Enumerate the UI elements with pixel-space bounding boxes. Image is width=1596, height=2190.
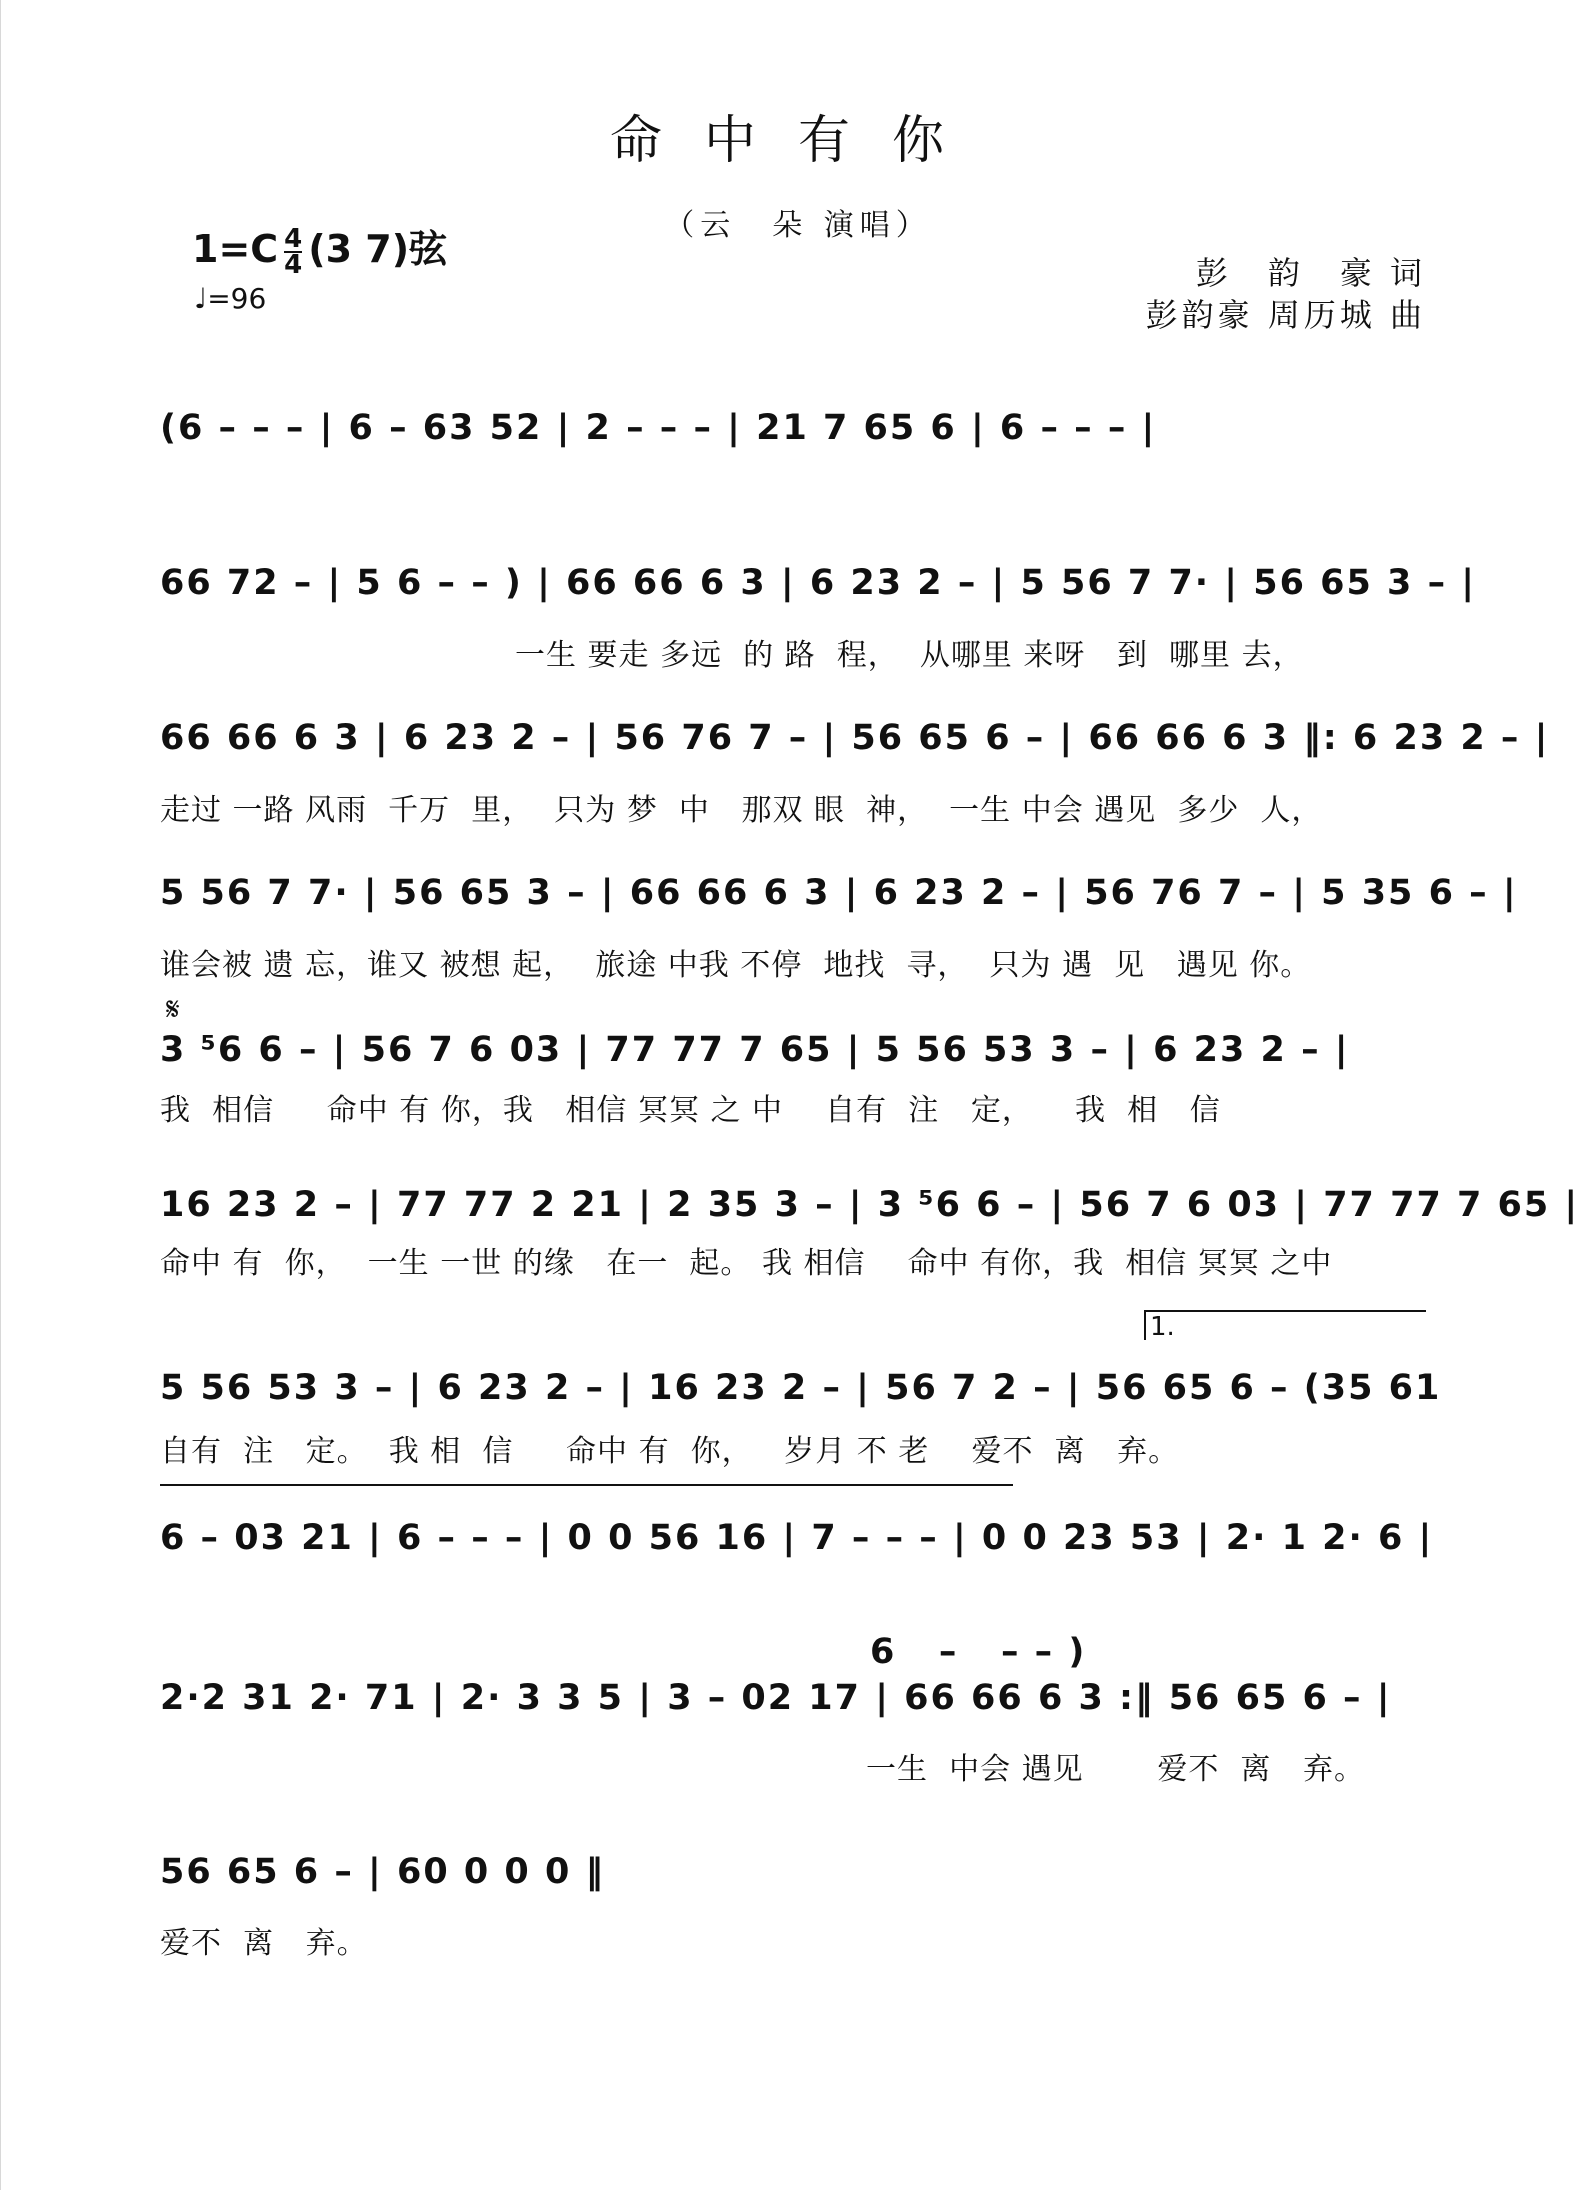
lyricist-credit: 彭 韵 豪 词 — [1195, 254, 1426, 292]
performer-credit: （云 朵 演唱） — [664, 208, 932, 243]
notation-line-8: 6 – 03 21 | 6 – – – | 0 0 56 16 | 7 – – – | 0 0 23 53 | 2· 1 2· 6 | — [160, 1518, 1434, 1558]
volta-bracket-top — [1144, 1310, 1426, 1312]
lyric-line-7: 自有 注 定。 我 相 信 命中 有 你， 岁月 不 老 爱不 离 弃。 — [160, 1434, 1180, 1469]
notation-line-1: (6 – – – | 6 – 63 52 | 2 – – – | 21 7 65 6 | 6 – – – | — [160, 408, 1157, 448]
notation-line-6: 16 23 2 – | 77 77 2 21 | 2 35 3 – | 3 ⁵6 6 – | 56 7 6 03 | 77 77 7 65 | — [160, 1185, 1580, 1225]
lyric-line-4: 谁会被 遗 忘，谁又 被想 起， 旅途 中我 不停 地找 寻， 只为 遇 见 遇见 你。 — [160, 948, 1312, 983]
volta-number: 1. — [1150, 1312, 1175, 1342]
time-top: 4 — [284, 223, 303, 254]
tempo-marking: ♩=96 — [194, 282, 267, 315]
ossia-line: 6 – – – ) — [870, 1632, 1087, 1672]
page-edge — [0, 0, 1, 2190]
notation-line-5: 3 ⁵6 6 – | 56 7 6 03 | 77 77 7 65 | 5 56 53 3 – | 6 23 2 – | — [160, 1030, 1350, 1070]
composer-credit: 彭韵豪 周历城 曲 — [1145, 296, 1426, 334]
key-suffix: (3 7)弦 — [308, 227, 448, 271]
volta-bracket-left — [1144, 1310, 1146, 1340]
time-bottom: 4 — [284, 249, 303, 280]
key-signature — [192, 218, 448, 280]
time-signature — [284, 223, 303, 280]
section-rule — [160, 1484, 1013, 1486]
notation-line-3: 66 66 6 3 | 6 23 2 – | 56 76 7 – | 56 65 6 – | 66 66 6 3 ‖: 6 23 2 – | — [160, 718, 1550, 758]
key-prefix: 1=C — [192, 227, 279, 271]
notation-line-2: 66 72 – | 5 6 – – ) | 66 66 6 3 | 6 23 2 – | 5 56 7 7· | 56 65 3 – | — [160, 563, 1477, 603]
lyric-line-2: 一生 要走 多远 的 路 程， 从哪里 来呀 到 哪里 去， — [515, 638, 1304, 673]
lyric-line-6: 命中 有 你， 一生 一世 的缘 在一 起。 我 相信 命中 有你，我 相信 冥冥 之中 — [160, 1246, 1333, 1281]
lyric-line-9: 一生 中会 遇见 爱不 离 弃。 — [866, 1752, 1366, 1787]
lyric-line-5: 我 相信 命中 有 你，我 相信 冥冥 之 中 自有 注 定， 我 相 信 — [160, 1093, 1221, 1128]
segno-sign: 𝄋 — [166, 990, 180, 1028]
notation-line-7: 5 56 53 3 – | 6 23 2 – | 16 23 2 – | 56 7 2 – | 56 65 6 – (35 61 — [160, 1368, 1442, 1408]
notation-line-10: 56 65 6 – | 60 0 0 0 ‖ — [160, 1852, 605, 1892]
song-title: 命中有你 — [609, 111, 986, 171]
notation-line-9: 2·2 31 2· 71 | 2· 3 3 5 | 3 – 02 17 | 66 66 6 3 :‖ 56 65 6 – | — [160, 1678, 1392, 1718]
lyric-line-3: 走过 一路 风雨 千万 里， 只为 梦 中 那双 眼 神， 一生 中会 遇见 多少 人， — [160, 793, 1323, 828]
lyric-line-10: 爱不 离 弃。 — [160, 1926, 368, 1961]
notation-line-4: 5 56 7 7· | 56 65 3 – | 66 66 6 3 | 6 23 2 – | 56 76 7 – | 5 35 6 – | — [160, 873, 1518, 913]
